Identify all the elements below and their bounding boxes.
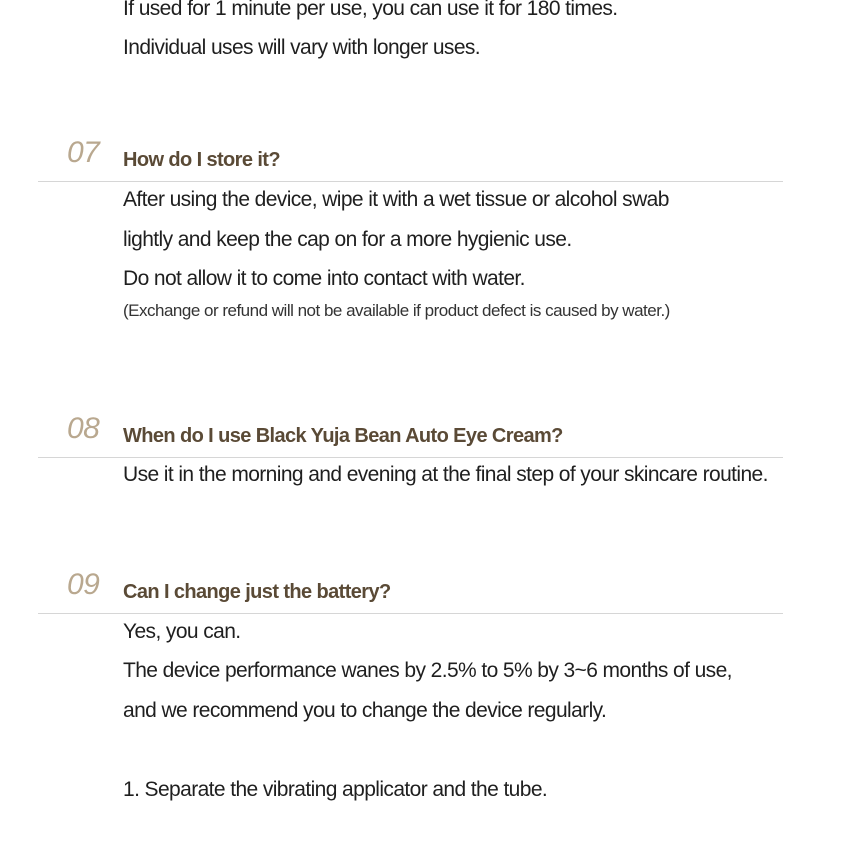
faq-divider [38,181,783,182]
faq-answer-line: and we recommend you to change the device regularly. [123,699,607,722]
faq-answer-note: (Exchange or refund will not be available if product defect is caused by water.) [123,301,670,320]
faq-number: 08 [67,412,100,445]
faq-question: When do I use Black Yuja Bean Auto Eye Cream? [123,425,563,447]
faq-answer-line: The device performance wanes by 2.5% to 5% by 3~6 months of use, [123,659,732,682]
faq-answer-line: lightly and keep the cap on for a more hygienic use. [123,228,572,251]
faq-answer-line: Yes, you can. [123,620,241,643]
faq-number: 07 [67,136,100,169]
faq-answer-line: 1. Separate the vibrating applicator and the tube. [123,778,548,801]
faq-answer-line: After using the device, wipe it with a wet tissue or alcohol swab [123,188,669,211]
intro-line-2: Individual uses will vary with longer uses. [123,36,481,59]
faq-divider [38,457,783,458]
faq-question: Can I change just the battery? [123,581,391,603]
faq-number: 09 [67,568,100,601]
faq-divider [38,613,783,614]
intro-line-1: If used for 1 minute per use, you can use it for 180 times. [123,0,618,20]
faq-answer-line: Use it in the morning and evening at the final step of your skincare routine. [123,463,768,486]
faq-answer-line: Do not allow it to come into contact with water. [123,267,525,290]
faq-question: How do I store it? [123,149,280,171]
